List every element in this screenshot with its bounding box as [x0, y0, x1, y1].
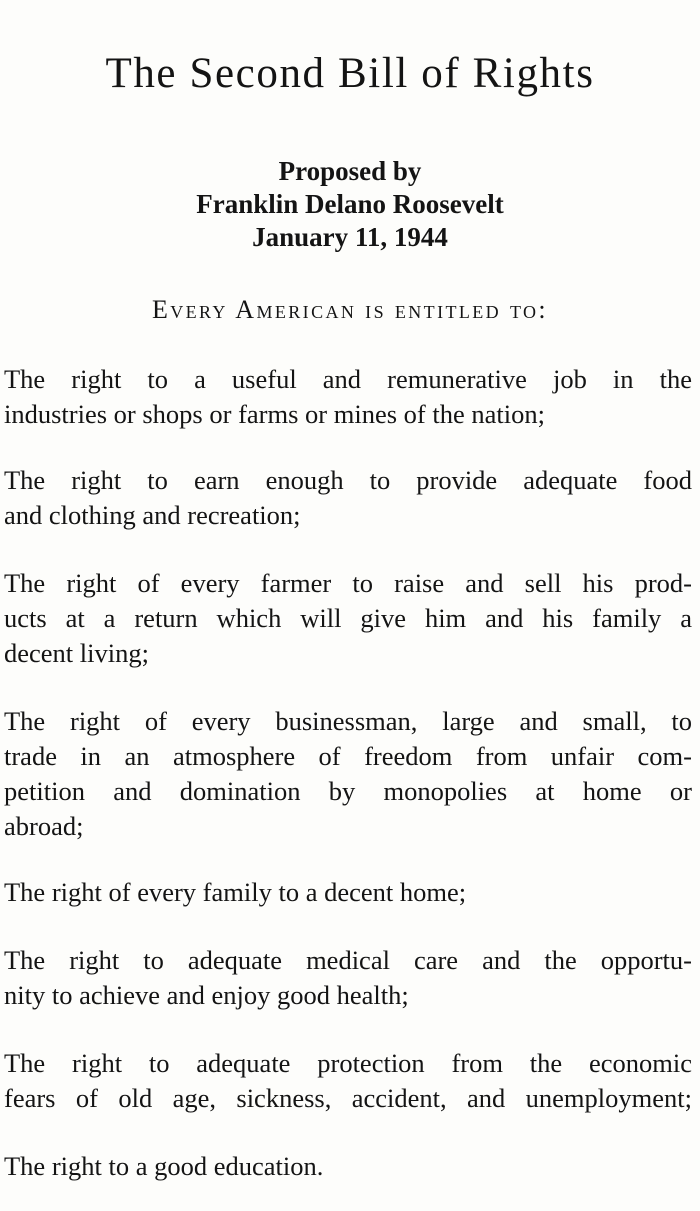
right-line: and clothing and recreation; [4, 500, 301, 530]
right-item [4, 362, 692, 432]
right-line: The right of every family to a decent home; [4, 877, 467, 907]
right-line: The right of every farmer to raise and sell his prod- [4, 568, 692, 598]
right-item [4, 1046, 692, 1116]
right-line: fears of old age, sickness, accident, and unemployment; [4, 1083, 692, 1113]
right-line: abroad; [4, 811, 84, 841]
right-line: The right to a good education. [4, 1151, 324, 1181]
right-item [4, 566, 692, 671]
right-line: nity to achieve and enjoy good health; [4, 980, 409, 1010]
right-line: industries or shops or farms or mines of the nation; [4, 399, 545, 429]
byline-date: January 11, 1944 [252, 222, 448, 252]
right-line: decent living; [4, 638, 149, 668]
entitled-heading: Every American is entitled to: [151, 295, 549, 324]
right-line: The right to a useful and remunerative job in the [4, 364, 692, 394]
byline [0, 155, 700, 254]
right-item [4, 875, 692, 910]
right-line: trade in an atmosphere of freedom from unfair com- [4, 741, 692, 771]
right-line: The right to earn enough to provide adequate food [4, 465, 692, 495]
right-line: The right to adequate medical care and the opportu- [4, 945, 692, 975]
rights-list [4, 362, 692, 1184]
right-item [4, 943, 692, 1013]
right-item [4, 463, 692, 533]
right-line: The right of every businessman, large and small, to [4, 706, 692, 736]
page-title: The Second Bill of Rights [105, 50, 595, 97]
byline-author: Franklin Delano Roosevelt [196, 189, 504, 219]
right-line: petition and domination by monopolies at home or [4, 776, 692, 806]
right-item [4, 704, 692, 844]
right-line: The right to adequate protection from the economic [4, 1048, 692, 1078]
byline-proposed-by: Proposed by [278, 156, 422, 186]
right-line: ucts at a return which will give him and his family a [4, 603, 692, 633]
right-item [4, 1149, 692, 1184]
